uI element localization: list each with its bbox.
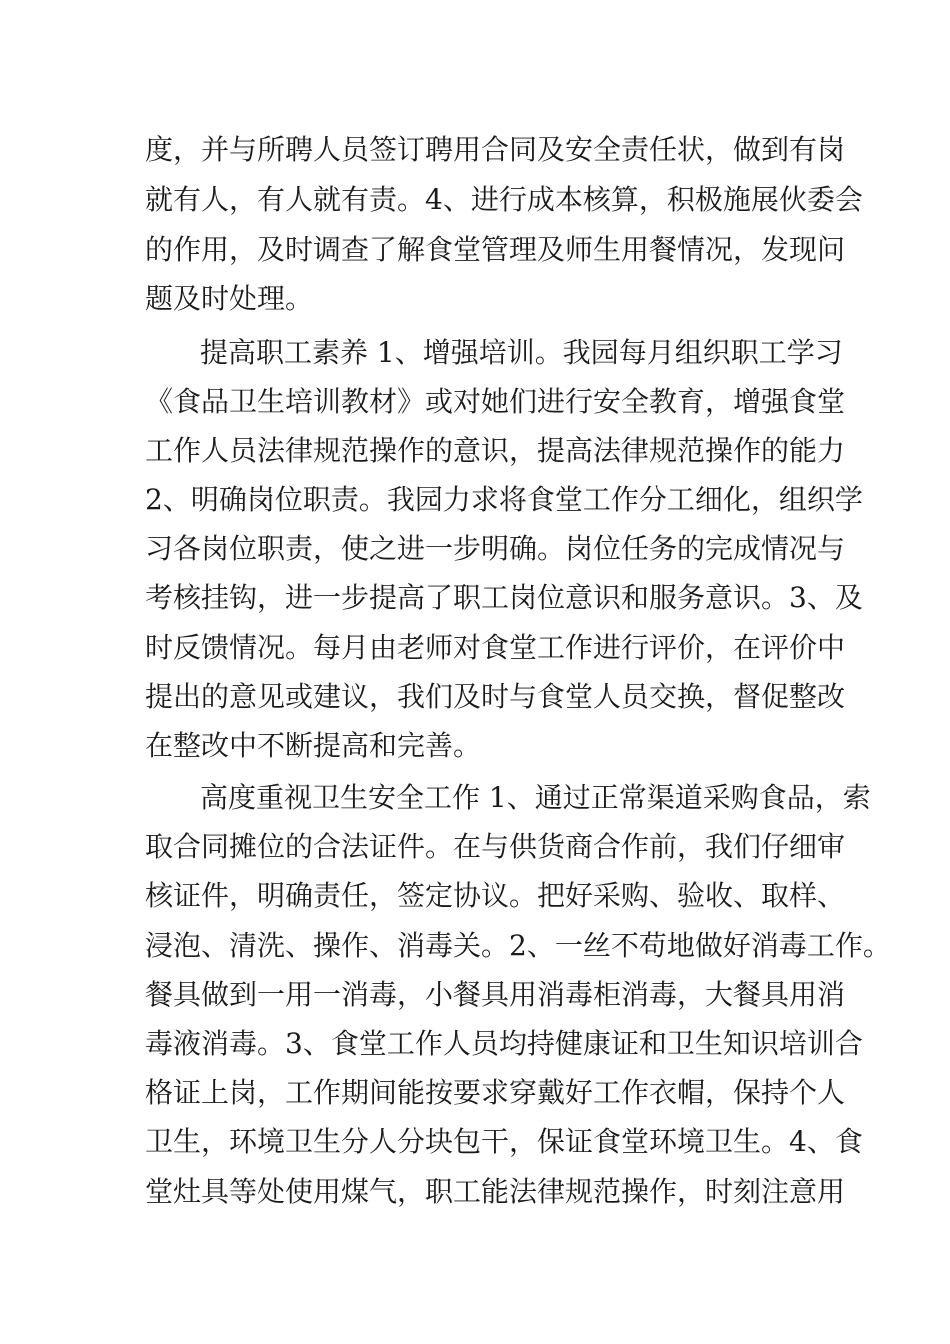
text-line: 的作用，及时调查了解食堂管理及师生用餐情况，发现问 bbox=[145, 233, 846, 266]
text-line: 习各岗位职责，使之进一步明确。岗位任务的完成情况与 bbox=[145, 532, 846, 565]
text-line: 《食品卫生培训教材》或对她们进行安全教育，增强食堂 bbox=[145, 385, 846, 418]
text-line: 格证上岗，工作期间能按要求穿戴好工作衣帽，保持个人 bbox=[145, 1076, 846, 1109]
text-line: 核证件，明确责任，签定协议。把好采购、验收、取样、 bbox=[145, 879, 846, 912]
text-line: 提出的意见或建议，我们及时与食堂人员交换，督促整改 bbox=[145, 680, 846, 713]
text-line: 时反馈情况。每月由老师对食堂工作进行评价，在评价中 bbox=[145, 631, 846, 664]
text-line: 堂灶具等处使用煤气，职工能法律规范操作，时刻注意用 bbox=[145, 1175, 846, 1208]
paragraph-start-line: 高度重视卫生安全工作 1、通过正常渠道采购食品，索 bbox=[200, 781, 871, 814]
text-line: 浸泡、清洗、操作、消毒关。2、一丝不苟地做好消毒工作。 bbox=[145, 929, 891, 962]
text-line: 2、明确岗位职责。我园力求将食堂工作分工细化，组织学 bbox=[145, 483, 863, 516]
text-line: 毒液消毒。3、食堂工作人员均持健康证和卫生知识培训合 bbox=[145, 1027, 863, 1060]
paragraph-start-line: 提高职工素养 1、增强培训。我园每月组织职工学习 bbox=[200, 336, 843, 369]
text-line: 取合同摊位的合法证件。在与供货商合作前，我们仔细审 bbox=[145, 830, 846, 863]
text-line: 卫生，环境卫生分人分块包干，保证食堂环境卫生。4、食 bbox=[145, 1125, 863, 1158]
text-line: 餐具做到一用一消毒，小餐具用消毒柜消毒，大餐具用消 bbox=[145, 978, 846, 1011]
text-line: 度，并与所聘人员签订聘用合同及安全责任状，做到有岗 bbox=[145, 133, 846, 166]
text-line: 考核挂钩，进一步提高了职工岗位意识和服务意识。3、及 bbox=[145, 581, 863, 614]
text-line: 题及时处理。 bbox=[145, 282, 314, 315]
text-line: 就有人，有人就有责。4、进行成本核算，积极施展伙委会 bbox=[145, 183, 863, 216]
text-line: 工作人员法律规范操作的意识，提高法律规范操作的能力 bbox=[145, 434, 846, 467]
text-line: 在整改中不断提高和完善。 bbox=[145, 729, 482, 762]
